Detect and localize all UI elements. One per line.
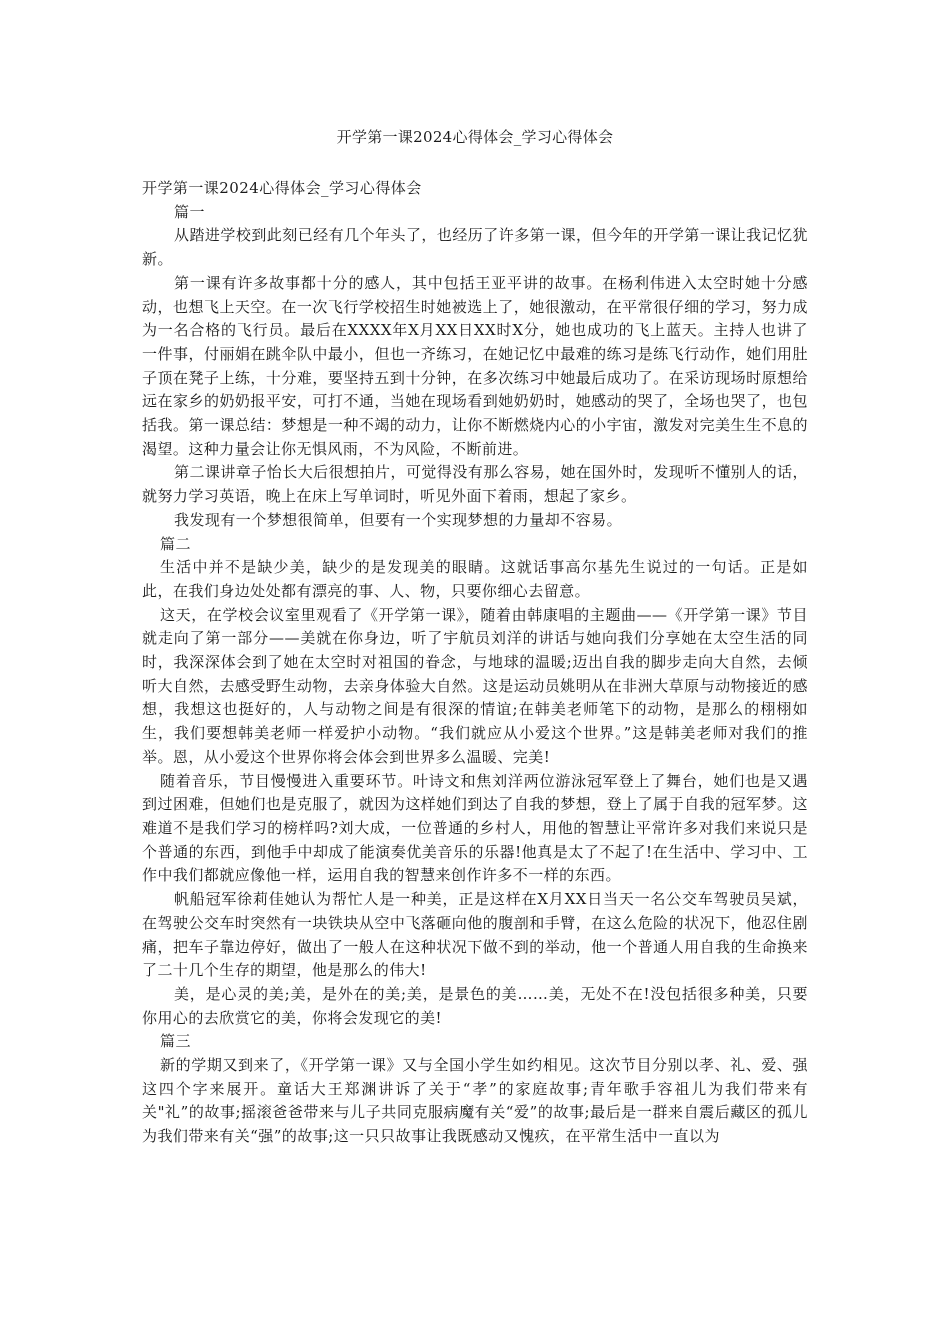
section-heading-3: 篇三 [160, 1032, 191, 1051]
paragraph: 这天，在学校会议室里观看了《开学第一课》，随着由韩康唱的主题曲——《开学第一课》节目就走向了第一部分——美就在你身边，听了宇航员刘洋的讲话与她向我们分享她在太空生活的同时，我深深体会到了她在太空时对祖国的眷念，与地球的温暖;迈出自我的脚步走向大自然，去倾听大自然，去感受野生动物，去亲身体验大自然。这是运动员姚明从在非洲大草原与动物接近的感想，我想这也挺好的，人与动物之间是有很深的情谊;在韩美老师笔下的动物，是那么的栩栩如生，我们要想韩美老师一样爱护小动物。“我们就应从小爱这个世界。”这是韩美老师对我们的推举。恩，从小爱这个世界你将会体会到世界多么温暖、完美! [142, 605, 808, 766]
section-heading-2: 篇二 [160, 534, 191, 553]
section-heading-1: 篇一 [174, 202, 205, 221]
paragraph: 美，是心灵的美;美，是外在的美;美，是景色的美……美，无处不在!没包括很多种美，只要你用心的去欣赏它的美，你将会发现它的美! [142, 984, 808, 1027]
paragraph: 第二课讲章子怡长大后很想拍片，可觉得没有那么容易，她在国外时，发现听不懂别人的话，就努力学习英语，晚上在床上写单词时，听见外面下着雨，想起了家乡。 [142, 463, 808, 506]
document-body [142, 177, 808, 1149]
paragraph: 生活中并不是缺少美，缺少的是发现美的眼睛。这就话事高尔基先生说过的一句话。正是如此，在我们身边处处都有漂亮的事、人、物，只要你细心去留意。 [142, 558, 808, 600]
paragraph: 第一课有许多故事都十分的感人，其中包括王亚平讲的故事。在杨利伟进入太空时她十分感动，也想飞上天空。在一次飞行学校招生时她被选上了，她很激动，在平常很仔细的学习，努力成为一名合格的飞行员。最后在XXXX年X月XX日XX时X分，她也成功的飞上蓝天。主持人也讲了一件事，付丽娟在跳伞队中最小，但也一齐练习，在她记忆中最难的练习是练飞行动作，她们用肚子顶在凳子上练，十分难，要坚持五到十分钟，在多次练习中她最后成功了。在采访现场时原想给远在家乡的奶奶报平安，可打不通，当她在现场看到她奶奶时，她感动的哭了，全场也哭了，也包括我。第一课总结：梦想是一种不竭的动力，让你不断燃烧内心的小宇宙，激发对完美生生不息的渴望。这种力量会让你无惧风雨，不为风险，不断前进。 [142, 273, 808, 458]
paragraph: 随着音乐，节目慢慢进入重要环节。叶诗文和焦刘洋两位游泳冠军登上了舞台，她们也是又遇到过困难，但她们也是克服了，就因为这样她们到达了自我的梦想，登上了属于自我的冠军梦。这难道不是我们学习的榜样吗?刘大成，一位普通的乡村人，用他的智慧让平常许多对我们来说只是个普通的东西，到他手中却成了能演奏优美音乐的乐器!他真是太了不起了!在生活中、学习中、工作中我们都就应像他一样，运用自我的智慧来创作许多不一样的东西。 [142, 771, 808, 885]
document-subtitle: 开学第一课2024心得体会_学习心得体会 [142, 179, 422, 197]
paragraph: 从踏进学校到此刻已经有几个年头了，也经历了许多第一课，但今年的开学第一课让我记忆犹新。 [142, 226, 808, 269]
document-title: 开学第一课2024心得体会_学习心得体会 [336, 128, 614, 146]
paragraph: 帆船冠军徐莉佳她认为帮忙人是一种美，正是这样在X月XX日当天一名公交车驾驶员吴斌，在驾驶公交车时突然有一块铁块从空中飞落砸向他的腹剖和手臂，在这么危险的状况下，他忍住剧痛，把车子靠边停好，做出了一般人在这种状况下做不到的举动，他一个普通人用自我的生命换来了二十几个生存的期望，他是那么的伟大! [142, 890, 808, 980]
paragraph: 新的学期又到来了，《开学第一课》又与全国小学生如约相见。这次节目分别以孝、礼、爱、强这四个字来展开。童话大王郑渊讲诉了关于“孝”的家庭故事;青年歌手容祖儿为我们带来有关"礼”的故事;摇滚爸爸带来与儿子共同克服病魔有关“爱”的故事;最后是一群来自震后藏区的孤儿为我们带来有关“强”的故事;这一只只故事让我既感动又愧疚，在平常生活中一直以为 [142, 1056, 808, 1146]
paragraph: 我发现有一个梦想很简单，但要有一个实现梦想的力量却不容易。 [174, 510, 623, 529]
